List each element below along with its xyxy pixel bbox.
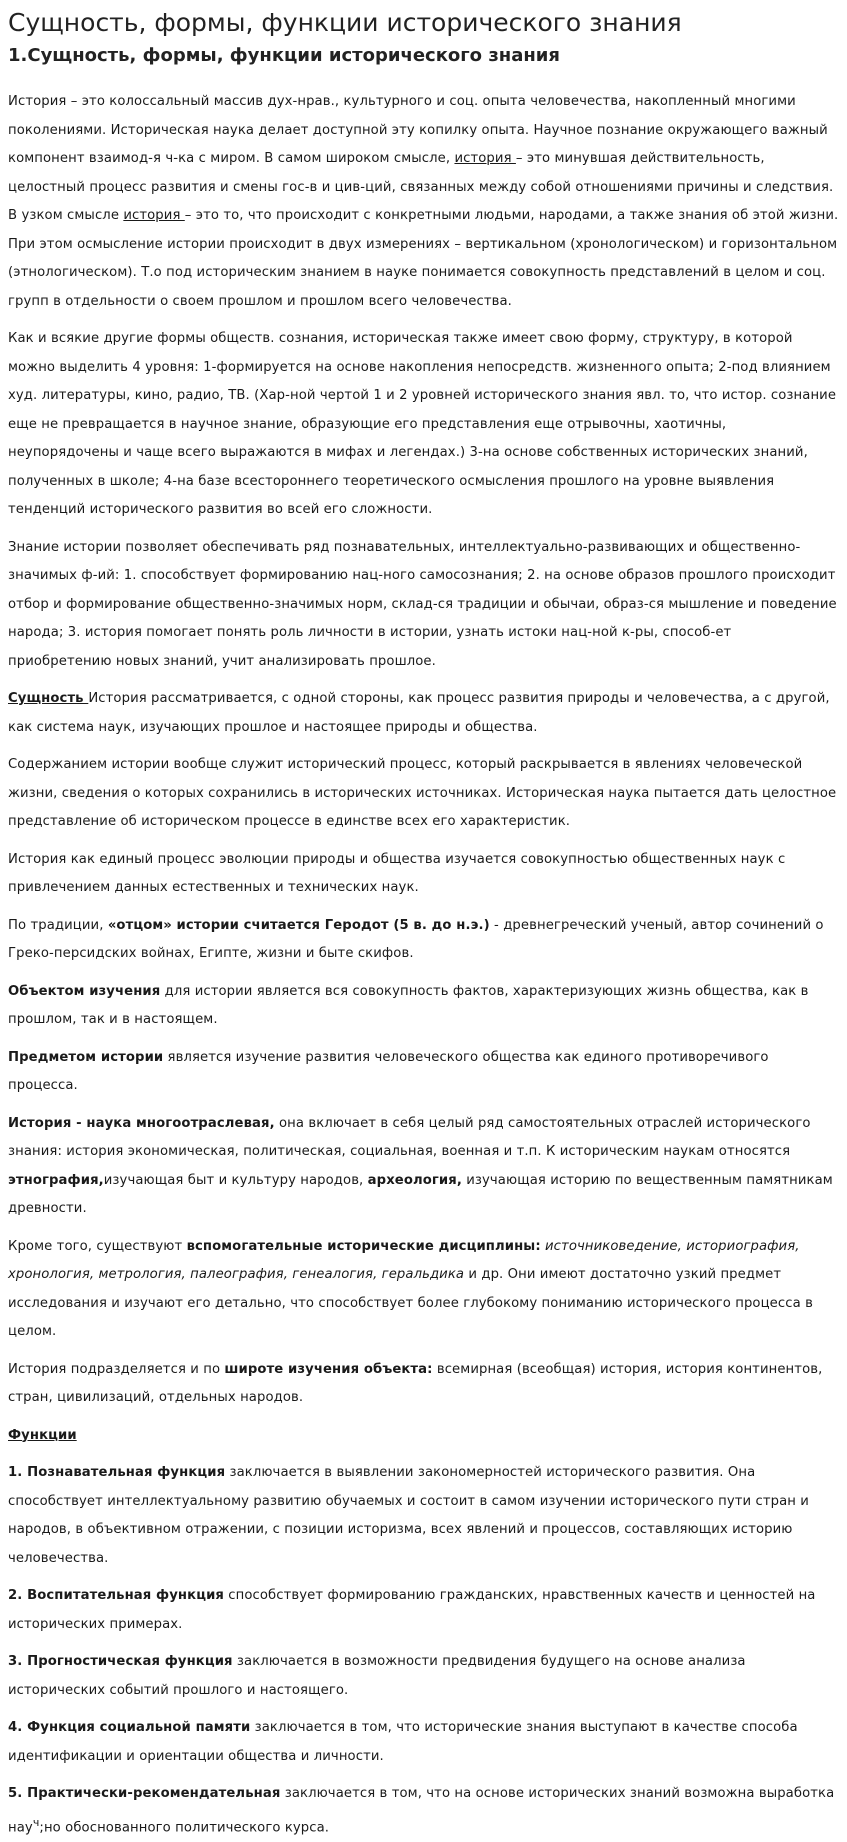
bold-run: этнография, — [8, 1172, 104, 1188]
bold-run: 1. Познавательная функция — [8, 1465, 226, 1480]
text-run: заключается в том, что исторические знания выступают в качестве способа идентификации и ориентации общества и личности. — [8, 1720, 798, 1764]
paragraph-unified-process: История как единый процесс эволюции природы и общества изучается совокупностью общественных наук с привлечением данных естественных и технических наук. — [8, 851, 786, 895]
bold-run: Предметом истории — [8, 1049, 164, 1065]
text-run: способствует формированию гражданских, нравственных качеств и ценностей на исторических примерах. — [8, 1588, 816, 1632]
italic-run: источниковедение, историография, хронология, метрология, палеография, генеалогия, геральдика — [8, 1238, 800, 1282]
text-run: История подразделяется и по — [8, 1361, 225, 1377]
text-run: заключается в возможности предвидения будущего на основе анализа исторических событий прошлого и настоящего. — [8, 1654, 746, 1698]
superscript-run: ч — [32, 1815, 40, 1829]
section-title: 1.Сущность, формы, функции исторического знания — [8, 45, 560, 66]
paragraph-functions-intro: Знание истории позволяет обеспечивать ряд познавательных, интеллектуально-развивающих и общественно-значимых ф-ий: 1. способствует формированию нац-ного самосознания; 2. на основе образов прошлого происходит отбор и формирование общественно-значимых норм, склад-ся традиции и обычаи, образ-ся мышление и поведение народа; 3. история помогает понять роль личности в истории, узнать истоки нац-ной к-ры, способ-ет приобретению новых знаний, учит анализировать прошлое. — [8, 539, 837, 669]
text-run: и др. Они имеют достаточно узкий предмет исследования и изучают его детально, что способствует более глубокому пониманию исторического процесса в целом. — [8, 1267, 813, 1339]
paragraph-herodotus — [8, 912, 839, 969]
functions-heading-text: Функции — [8, 1427, 77, 1443]
function-item-educational — [8, 1582, 839, 1639]
bold-run: 5. Практически-рекомендательная — [8, 1786, 281, 1801]
text-run: заключается в выявлении закономерностей исторического развития. Она способствует интеллектуальному развитию обучаемых и состоит в самом изучении исторического пути стран и народов, в объективном отражении, с позиции историзма, всех явлений и процессов, составляющих историю человечества. — [8, 1465, 809, 1566]
text-run: ;но обоснованного политического курса. — [39, 1819, 330, 1835]
paragraph-branches — [8, 1110, 839, 1224]
text-run: она включает в себя целый ряд самостоятельных отраслей исторического знания: история экономическая, политическая, социальная, военная и т.п. К историческим наукам относятся — [8, 1115, 811, 1159]
paragraph-subject — [8, 1044, 839, 1101]
functions-heading — [8, 1422, 839, 1451]
text-run: – это минувшая действительность, целостный процесс развития и смены гос-в и цив-ций, связанных между собой отношениями причины и следствия. В узком смысле — [8, 151, 834, 223]
text-run: История – это колоссальный массив дух-нрав., культурного и соц. опыта человечества, накопленный многими поколениями. Историческая наука делает доступной эту копилку опыта. Научное познание окружающего важный компонент взаимод-я ч-ка с миром. В самом широком смысле, — [8, 94, 828, 166]
bold-run: 2. Воспитательная функция — [8, 1588, 224, 1603]
paragraph-auxiliary — [8, 1233, 839, 1347]
paragraph-intro — [8, 88, 839, 316]
text-run: изучающая историю по вещественным памятникам древности. — [8, 1172, 833, 1216]
paragraph-forms: Как и всякие другие формы обществ. сознания, историческая также имеет свою форму, структуру, в которой можно выделить 4 уровня: 1-формируется на основе накопления непосредств. жизненного опыта; 2-под влиянием худ. литературы, кино, радио, ТВ. (Хар-ной чертой 1 и 2 уровней исторического знания явл. то, что истор. сознание еще не превращается в научное знание, образующие его представления еще отрывочны, хаотичны, неупорядочены и чаще всего выражаются в мифах и легендах.) 3-на основе собственных исторических знаний, полученных в школе; 4-на базе всестороннего теоретического осмысления прошлого на уровне выявления тенденций исторического развития во всей его сложности. — [8, 331, 837, 517]
page-title: Сущность, формы, функции исторического знания — [8, 8, 682, 37]
text-run: заключается в том, что на основе исторических знаний возможна выработка нау — [8, 1786, 835, 1835]
text-run: По традиции, — [8, 917, 108, 933]
bold-run: История - наука многоотраслевая, — [8, 1115, 275, 1131]
function-item-practical — [8, 1780, 839, 1842]
bold-run: 4. Функция социальной памяти — [8, 1720, 251, 1735]
text-run: является изучение развития человеческого общества как единого противоречивого процесса. — [8, 1049, 769, 1093]
text-run: – это то, что происходит с конкретными людьми, народами, а также знания об этой жизни. При этом осмысление истории происходит в двух измерениях – вертикальном (хронологическом) и горизонтальном (этнологическом). Т.о под историческим знанием в науке понимается совокупность представлений в целом и соц. групп в отдельности о своем прошлом и прошлом всего человечества. — [8, 208, 839, 309]
function-item-prognostic — [8, 1648, 839, 1705]
underlined-term: история — [454, 151, 516, 166]
paragraph-content: Содержанием истории вообще служит исторический процесс, который раскрывается в явлениях человеческой жизни, сведения о которых сохранились в исторических источниках. Историческая наука пытается дать целостное представление об историческом процессе в единстве всех его характеристик. — [8, 757, 837, 829]
function-item-social-memory — [8, 1714, 839, 1771]
bold-run: 3. Прогностическая функция — [8, 1654, 233, 1669]
text-run: для истории является вся совокупность фактов, характеризующих жизнь общества, как в прошлом, так и в настоящем. — [8, 983, 809, 1027]
text-run: История рассматривается, с одной стороны, как процесс развития природы и человечества, а с другой, как система наук, изучающих прошлое и настоящее природы и общества. — [8, 691, 830, 735]
text-run: всемирная (всеобщая) история, история континентов, стран, цивилизаций, отдельных народов. — [8, 1361, 823, 1405]
paragraph-essence — [8, 685, 839, 742]
text-run: Кроме того, существуют — [8, 1238, 187, 1254]
text-run: изучающая быт и культуру народов, — [103, 1172, 368, 1188]
function-item-cognitive — [8, 1459, 839, 1573]
bold-run: Объектом изучения — [8, 983, 161, 999]
text-run: - древнегреческий ученый, автор сочинений о Греко-персидских войнах, Египте, жизни и быте скифов. — [8, 917, 824, 961]
bold-run: широте изучения объекта: — [224, 1361, 433, 1377]
paragraph-scope — [8, 1356, 839, 1413]
underlined-term: история — [123, 208, 185, 223]
essence-heading: Сущность — [8, 691, 89, 706]
paragraph-object — [8, 978, 839, 1035]
bold-run: вспомогательные исторические дисциплины: — [186, 1238, 541, 1254]
bold-run: «отцом» истории считается Геродот (5 в. до н.э.) — [107, 917, 490, 933]
bold-run: археология, — [367, 1172, 462, 1188]
